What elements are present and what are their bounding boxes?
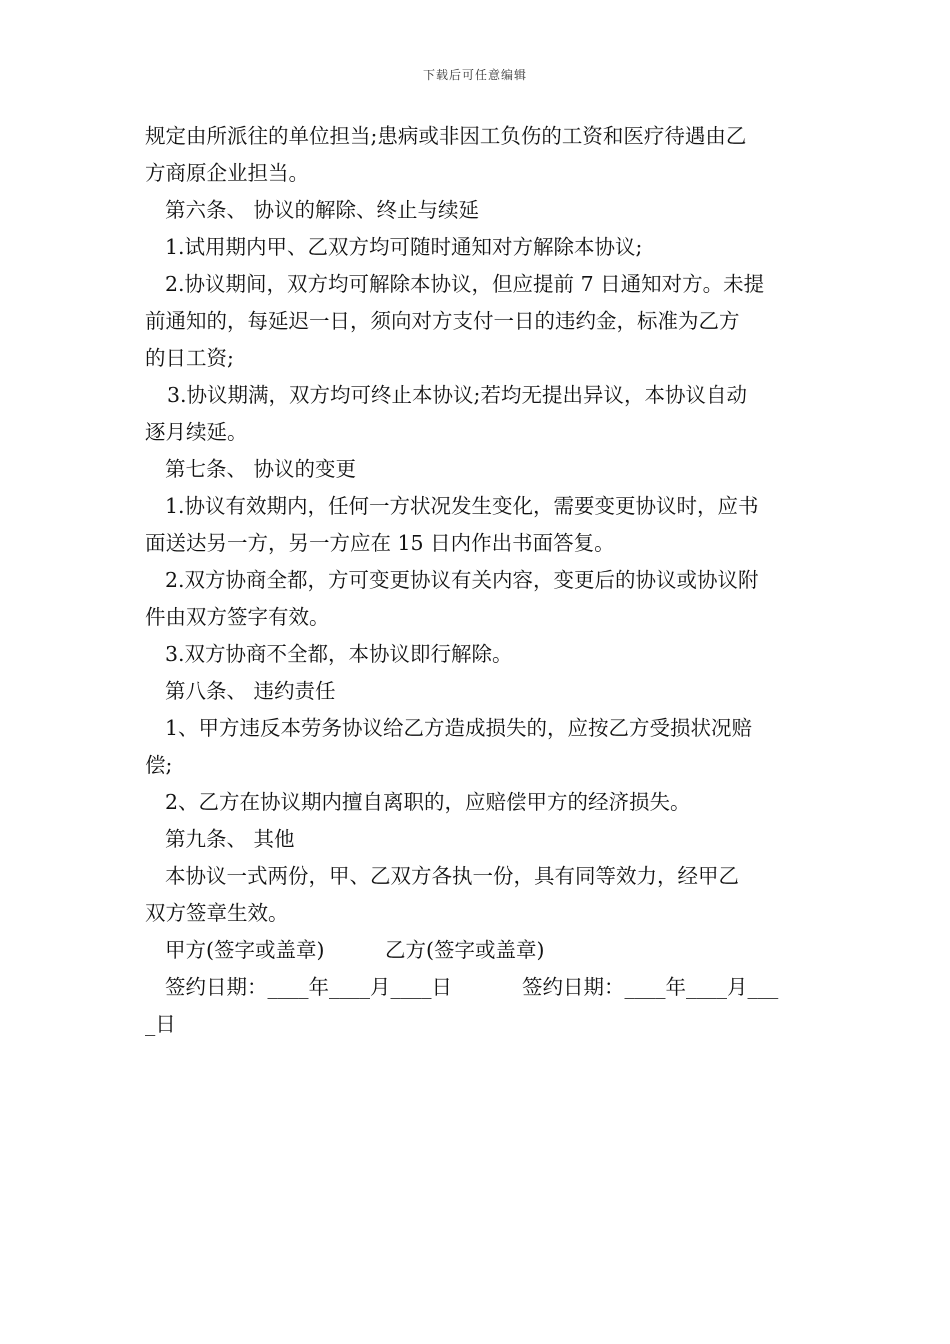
text-line: 偿; <box>145 753 173 777</box>
text-line: 双方签章生效。 <box>145 901 289 925</box>
party-b-date: 签约日期：____年____月___ <box>522 975 779 999</box>
signature-parties <box>145 932 807 969</box>
text-line: 方商原企业担当。 <box>145 161 309 185</box>
text-line: 件由双方签字有效。 <box>145 605 330 629</box>
party-b-signature: 乙方(签字或盖章) <box>385 938 545 962</box>
text-line: 本协议一式两份，甲、乙双方各执一份，具有同等效力，经甲乙 <box>165 864 739 888</box>
text-line: 前通知的，每延迟一日，须向对方支付一日的违约金，标准为乙方 <box>145 309 740 333</box>
party-a-date: 签约日期：____年____月____日 <box>165 975 452 999</box>
signature-dates <box>145 969 807 1006</box>
page-header: 下载后可任意编辑 <box>422 68 527 82</box>
text-line: 规定由所派往的单位担当;患病或非因工负伤的工资和医疗待遇由乙 <box>145 124 747 148</box>
text-line: 的日工资; <box>145 346 234 370</box>
party-a-signature: 甲方(签字或盖章) <box>165 938 325 962</box>
text-line: 2.协议期间，双方均可解除本协议，但应提前 7 日通知对方。未提 <box>165 272 765 296</box>
text-line: 3.协议期满，双方均可终止本协议;若均无提出异议，本协议自动 <box>167 383 747 407</box>
section-heading-6: 第六条、 协议的解除、终止与续延 <box>165 198 480 222</box>
document-body <box>145 118 807 1043</box>
text-line: 1.试用期内甲、乙双方均可随时通知对方解除本协议; <box>165 235 643 259</box>
text-line: 逐月续延。 <box>145 420 248 444</box>
text-line: 2、乙方在协议期内擅自离职的，应赔偿甲方的经济损失。 <box>165 790 691 814</box>
text-line: 2.双方协商全都，方可变更协议有关内容，变更后的协议或协议附 <box>165 568 759 592</box>
text-line: 面送达另一方，另一方应在 15 日内作出书面答复。 <box>145 531 615 555</box>
text-line: 1.协议有效期内，任何一方状况发生变化，需要变更协议时，应书 <box>165 494 759 518</box>
section-heading-9: 第九条、 其他 <box>165 827 295 851</box>
text-line: 3.双方协商不全都，本协议即行解除。 <box>165 642 513 666</box>
section-heading-8: 第八条、 违约责任 <box>165 679 336 703</box>
date-tail: _日 <box>145 1012 176 1036</box>
text-line: 1、甲方违反本劳务协议给乙方造成损失的，应按乙方受损状况赔 <box>165 716 753 740</box>
section-heading-7: 第七条、 协议的变更 <box>165 457 357 481</box>
